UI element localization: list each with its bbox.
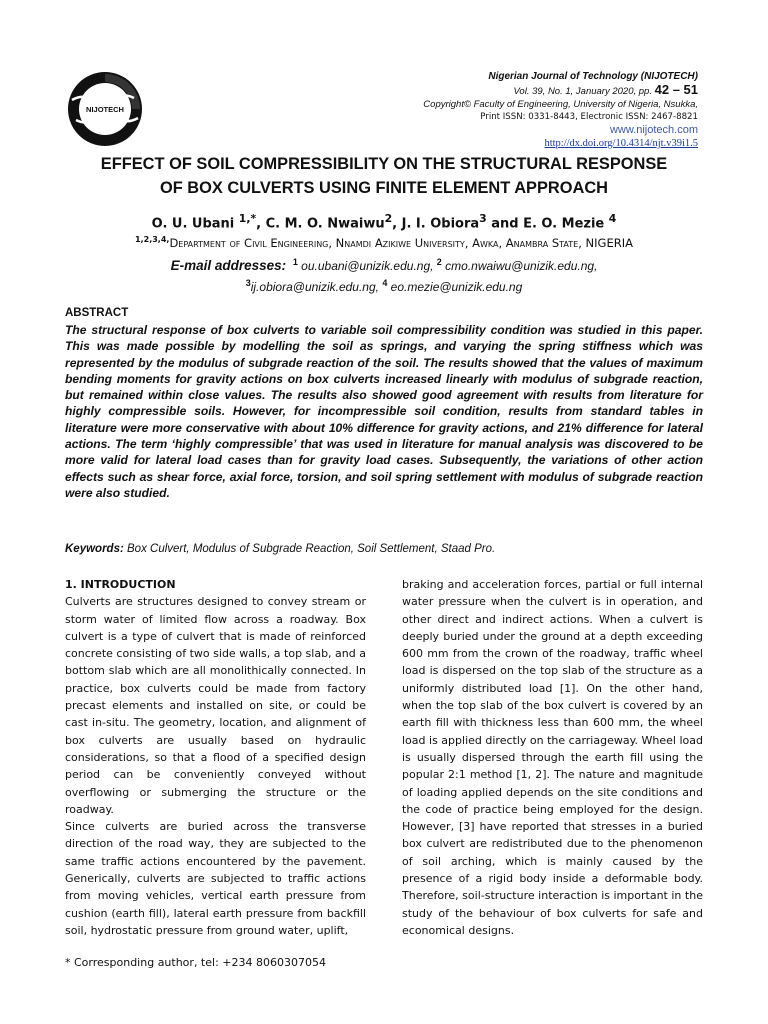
column-left — [65, 576, 366, 939]
affiliation-sup: 1,2,3,4, — [135, 235, 170, 244]
section-heading: 1. INTRODUCTION — [65, 578, 176, 591]
copyright-line: Copyright© Faculty of Engineering, University of Nigeria, Nsukka, — [423, 99, 698, 110]
volume-line — [338, 83, 698, 98]
author-1-sup: 1,* — [238, 212, 257, 225]
email-2[interactable]: cmo.nwaiwu@unizik.edu.ng, — [441, 259, 598, 273]
author-2-sup: 2 — [384, 212, 393, 225]
email-3[interactable]: ij.obiora@unizik.edu.ng, — [250, 280, 383, 294]
affiliation-text: Department of Civil Engineering, Nnamdi Azikiwe University, Awka, Anambra State, NIGERIA — [169, 235, 633, 250]
author-list — [40, 212, 728, 231]
title-line-1: EFFECT OF SOIL COMPRESSIBILITY ON THE STRUCTURAL RESPONSE — [100, 155, 668, 173]
volume-text: Vol. 39, No. 1, January 2020, pp. — [513, 86, 652, 97]
author-1: O. U. Ubani — [151, 216, 239, 232]
corresponding-author-footnote: * Corresponding author, tel: +234 8060307054 — [65, 956, 326, 969]
email-1-sup: 1 — [292, 257, 298, 267]
nijotech-logo-icon — [66, 70, 144, 148]
column-right — [402, 576, 703, 939]
logo-text: NIJOTECH — [86, 105, 124, 114]
email-line-1 — [40, 254, 728, 275]
intro-paragraph-2: Since culverts are buried across the transverse direction of the road way, they are subjected to the same traffic actions encountered by the pavement. Generically, culverts are subjected to traffic actions from moving vehicles, vertical earth pressure from cushion (earth fill), lateral earth pressure from backfill soil, hydrostatic pressure from ground water, uplift, — [65, 820, 366, 937]
affiliation — [30, 235, 738, 250]
email-4[interactable]: eo.mezie@unizik.edu.ng — [387, 280, 523, 294]
abstract-heading: ABSTRACT — [65, 307, 129, 319]
paper-title — [40, 152, 728, 200]
journal-info — [338, 70, 698, 150]
email-1[interactable]: ou.ubani@unizik.edu.ng, — [297, 259, 437, 273]
email-line-2 — [40, 275, 728, 296]
author-4-sup: 4 — [608, 212, 617, 225]
issn-line: Print ISSN: 0331-8443, Electronic ISSN: 2467-8821 — [480, 112, 698, 122]
author-3-sup: 3 — [479, 212, 487, 225]
email-label: E-mail addresses: — [170, 258, 287, 273]
abstract-body: The structural response of box culverts to variable soil compressibility condition was studied in this paper. This was made possible by modelling the soil as springs, and varying the spring stiffness which was represented by the modulus of subgrade reaction of the soil. The results showed that the values of maximum bending moments for gravity actions on box culverts increased linearly with modulus of subgrade reaction, but remained within close values. The results also showed good agreement with results from literature for highly compressible soils. However, for incompressible soil condition, results from standard tables in literature were more conservative with about 10% difference for gravity actions, and 21% difference for lateral actions. The term ‘highly compressible’ that was used in literature for manual analysis was discovered to be more valid for lateral load cases than for gravity load cases. Subsequently, the variations of other action effects such as shear force, axial force, torsion, and soil spring settlement with modulus of subgrade reaction were also studied. — [65, 323, 703, 500]
page-range: 42 – 51 — [654, 82, 698, 97]
title-line-2: OF BOX CULVERTS USING FINITE ELEMENT APPROACH — [159, 179, 609, 197]
author-4: and E. O. Mezie — [486, 216, 609, 232]
website-link[interactable]: www.nijotech.com — [609, 124, 698, 136]
journal-name: Nigerian Journal of Technology (NIJOTECH) — [488, 71, 698, 82]
email-4-sup: 4 — [382, 278, 388, 288]
email-addresses — [40, 254, 728, 296]
keywords-label: Keywords: — [65, 543, 124, 555]
keywords-text: Box Culvert, Modulus of Subgrade Reaction, Soil Settlement, Staad Pro. — [127, 543, 496, 555]
intro-paragraph-1: Culverts are structures designed to convey stream or storm water of limited flow across a roadway. Box culvert is a type of culvert that is made of reinforced concrete consisting of two side walls, a top slab, and a bottom slab which are all monolithically connected. In practice, box culverts could be made from factory precast elements and installed on site, or could be cast in-situ. The geometry, location, and alignment of box culverts are usually based on hydraulic considerations, so that a flood of a specified design period can be conveniently conveyed without overflowing or submerging the structure or the roadway. — [65, 595, 366, 816]
email-3-sup: 3 — [245, 278, 251, 288]
author-2: , C. M. O. Nwaiwu — [256, 216, 385, 232]
author-3: , J. I. Obiora — [392, 216, 480, 232]
email-2-sup: 2 — [436, 257, 442, 267]
journal-logo — [66, 70, 144, 148]
intro-paragraph-3: braking and acceleration forces, partial or full internal water pressure when the culvert is in operation, and other direct and indirect actions. When a culvert is deeply buried under the ground at a depth exceeding 600 mm from the crown of the roadway, traffic wheel load is dispersed on the top slab of the structure as a uniformly distributed load [1]. On the other hand, when the top slab of the box culvert is covered by an earth fill with thickness less than 600 mm, the wheel load is applied directly on the carriageway. Wheel load is usually dispersed through the earth fill using the popular 2:1 method [1, 2]. The nature and magnitude of loading applied depends on the site conditions and the code of practice being employed for the design. However, [3] have reported that stresses in a buried box culvert are redistributed due to the phenomenon of soil arching, which is mainly caused by the presence of a rigid body inside a deformable body. Therefore, soil-structure interaction is important in the study of the behaviour of box culverts for safe and economical designs. — [402, 578, 703, 937]
keywords — [65, 543, 495, 555]
doi-link[interactable]: http://dx.doi.org/10.4314/njt.v39i1.5 — [544, 138, 698, 149]
